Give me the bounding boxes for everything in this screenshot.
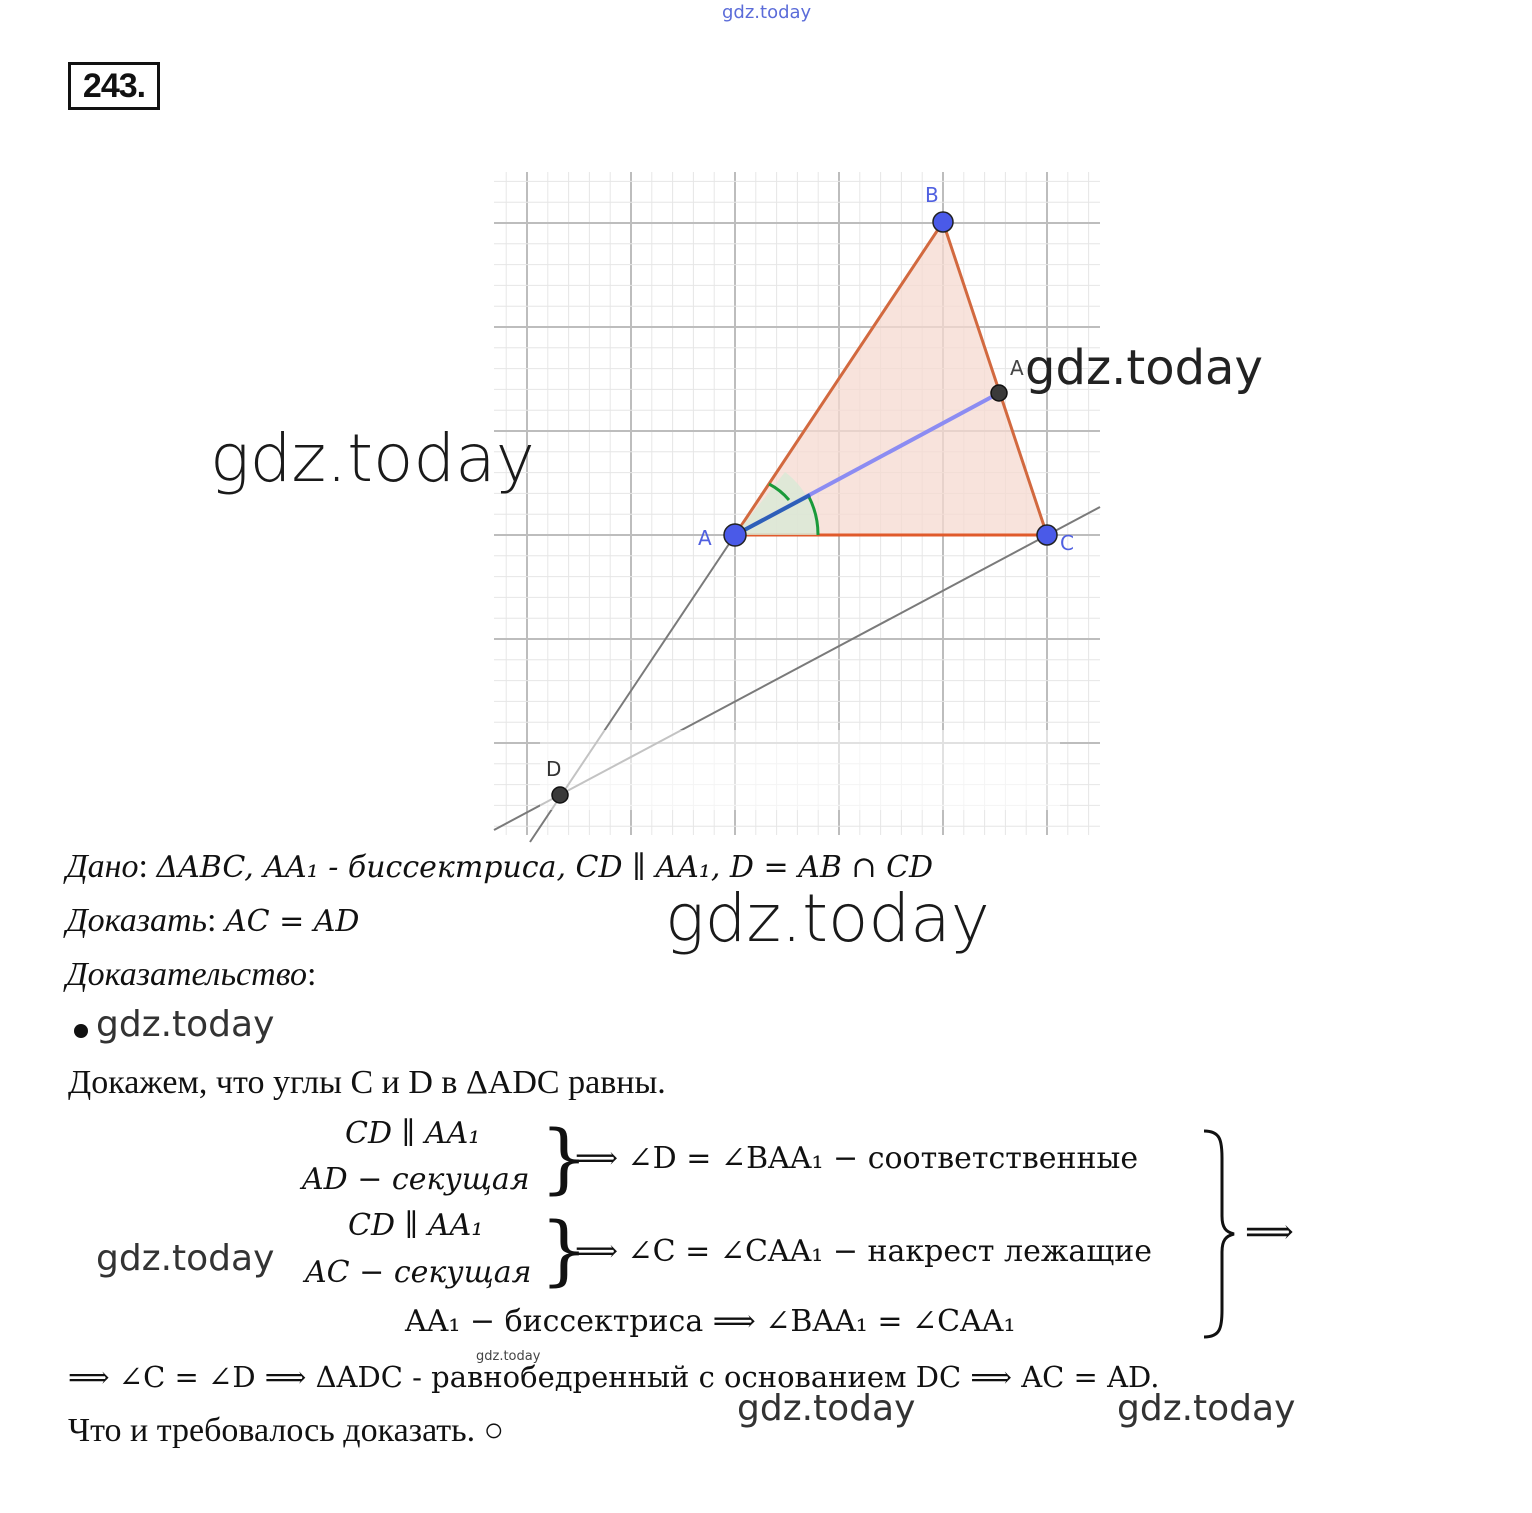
watermark-tiny: gdz.today xyxy=(476,1349,541,1364)
watermark-top: gdz.today xyxy=(722,2,812,23)
step2-bottom: AC − секущая xyxy=(305,1255,532,1290)
step1-top: CD ∥ AA₁ xyxy=(345,1116,481,1151)
whiteout-band xyxy=(540,730,1060,810)
point-d xyxy=(552,787,568,803)
watermark-large-left: gdz.today xyxy=(210,420,535,497)
point-b xyxy=(933,212,953,232)
step1-brace: } xyxy=(540,1113,589,1202)
bullet xyxy=(74,1024,88,1038)
step2-top: CD ∥ AA₁ xyxy=(348,1208,484,1243)
label-a1: A xyxy=(1010,356,1024,380)
step2-brace: } xyxy=(540,1205,589,1294)
implies-arrow: ⟹ xyxy=(1245,1212,1294,1252)
point-c xyxy=(1037,525,1057,545)
proof-label-text: Доказательство xyxy=(66,956,308,993)
step2-result: ⟹ ∠C = ∠CAA₁ − накрест лежащие xyxy=(575,1234,1152,1269)
qed-line: Что и требовалось доказать. ○ xyxy=(68,1412,505,1449)
step1-bottom: AD − секущая xyxy=(302,1162,530,1197)
label-a: A xyxy=(698,526,712,550)
watermark-bottom-center: gdz.today xyxy=(737,1388,916,1429)
point-a xyxy=(724,524,746,546)
proof-label: Доказательство: xyxy=(66,956,317,993)
watermark-bullet: gdz.today xyxy=(96,1004,275,1045)
step1-result: ⟹ ∠D = ∠BAA₁ − соответственные xyxy=(575,1141,1139,1176)
given-colon: : xyxy=(138,848,157,885)
proof-statement: Докажем, что углы C и D в ΔADC равны. xyxy=(68,1064,666,1101)
conclusion: ⟹ ∠C = ∠D ⟹ ΔADC - равнобедренный с основанием DC ⟹ AC = AD. xyxy=(68,1360,1160,1394)
watermark-large-center: gdz.today xyxy=(665,880,990,957)
problem-number: 243. xyxy=(68,62,160,110)
prove-label: Доказать xyxy=(66,902,207,939)
label-b: B xyxy=(925,183,939,207)
right-big-brace xyxy=(1198,1128,1238,1340)
step3: AA₁ − биссектриса ⟹ ∠BAA₁ = ∠CAA₁ xyxy=(405,1304,1016,1339)
watermark-a1: gdz.today xyxy=(1025,340,1263,396)
given-label: Дано xyxy=(66,848,139,885)
label-c: C xyxy=(1060,531,1074,555)
prove-line: Доказать: AC = AD xyxy=(66,902,360,939)
prove-text: AC = AD xyxy=(224,904,360,939)
watermark-bottom-right: gdz.today xyxy=(1117,1388,1296,1429)
label-d: D xyxy=(546,757,562,781)
watermark-step2: gdz.today xyxy=(96,1238,275,1279)
point-a1 xyxy=(991,385,1007,401)
given-text: ΔABC, AA₁ - биссектриса, CD ∥ AA₁, D = AB ∩ CD xyxy=(156,850,934,885)
